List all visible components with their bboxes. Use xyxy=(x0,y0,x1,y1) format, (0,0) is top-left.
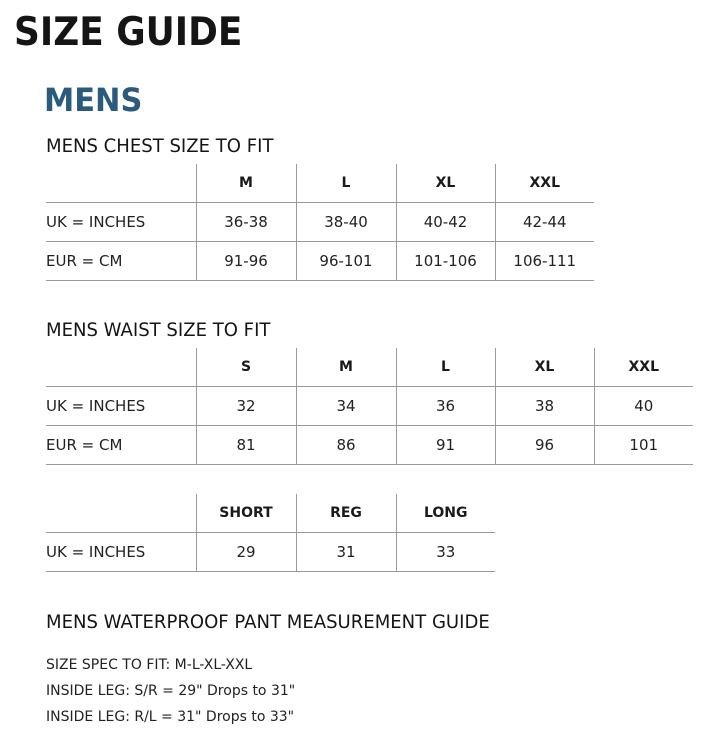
size-value: 81 xyxy=(196,426,296,465)
leg-length-table xyxy=(46,494,495,572)
size-value: 31 xyxy=(296,533,396,572)
chest-header-cell: M xyxy=(196,164,296,203)
pant-guide-title: MENS WATERPROOF PANT MEASUREMENT GUIDE xyxy=(46,611,490,633)
size-value: 40 xyxy=(594,387,693,426)
waist-header-cell: M xyxy=(296,348,396,387)
size-value: 29 xyxy=(196,533,296,572)
chest-header-cell: XXL xyxy=(495,164,594,203)
waist-header-row xyxy=(46,348,693,387)
chest-row-eur xyxy=(46,242,594,281)
chest-header-cell: XL xyxy=(396,164,495,203)
waist-table-title: MENS WAIST SIZE TO FIT xyxy=(46,319,271,341)
row-label: EUR = CM xyxy=(46,242,196,281)
row-label: UK = INCHES xyxy=(46,203,196,242)
pant-guide-line: SIZE SPEC TO FIT: M-L-XL-XXL xyxy=(46,657,253,673)
leg-header-cell: SHORT xyxy=(196,494,296,533)
size-value: 38 xyxy=(495,387,594,426)
chest-header-row xyxy=(46,164,594,203)
chest-header-cell: L xyxy=(296,164,396,203)
pant-guide-line: INSIDE LEG: R/L = 31" Drops to 33" xyxy=(46,709,295,725)
size-value: 38-40 xyxy=(296,203,396,242)
leg-row-uk xyxy=(46,533,495,572)
size-value: 33 xyxy=(396,533,495,572)
size-value: 36-38 xyxy=(196,203,296,242)
size-value: 40-42 xyxy=(396,203,495,242)
page-title: SIZE GUIDE xyxy=(14,10,243,55)
pant-guide-line: INSIDE LEG: S/R = 29" Drops to 31" xyxy=(46,683,296,699)
size-value: 36 xyxy=(396,387,495,426)
leg-header-cell: REG xyxy=(296,494,396,533)
size-value: 106-111 xyxy=(495,242,594,281)
row-label: EUR = CM xyxy=(46,426,196,465)
leg-header-cell: LONG xyxy=(396,494,495,533)
waist-row-eur xyxy=(46,426,693,465)
leg-header-corner xyxy=(46,494,196,533)
section-title-mens: MENS xyxy=(44,81,143,119)
size-value: 91 xyxy=(396,426,495,465)
chest-header-corner xyxy=(46,164,196,203)
size-value: 101 xyxy=(594,426,693,465)
size-value: 32 xyxy=(196,387,296,426)
row-label: UK = INCHES xyxy=(46,387,196,426)
waist-header-cell: XL xyxy=(495,348,594,387)
size-value: 101-106 xyxy=(396,242,495,281)
size-value: 34 xyxy=(296,387,396,426)
waist-header-cell: S xyxy=(196,348,296,387)
size-value: 96 xyxy=(495,426,594,465)
waist-size-table xyxy=(46,348,693,465)
chest-table-title: MENS CHEST SIZE TO FIT xyxy=(46,135,274,157)
waist-header-corner xyxy=(46,348,196,387)
row-label: UK = INCHES xyxy=(46,533,196,572)
size-value: 86 xyxy=(296,426,396,465)
waist-row-uk xyxy=(46,387,693,426)
size-value: 42-44 xyxy=(495,203,594,242)
leg-header-row xyxy=(46,494,495,533)
chest-row-uk xyxy=(46,203,594,242)
size-value: 91-96 xyxy=(196,242,296,281)
size-value: 96-101 xyxy=(296,242,396,281)
waist-header-cell: XXL xyxy=(594,348,693,387)
waist-header-cell: L xyxy=(396,348,495,387)
chest-size-table xyxy=(46,164,594,281)
